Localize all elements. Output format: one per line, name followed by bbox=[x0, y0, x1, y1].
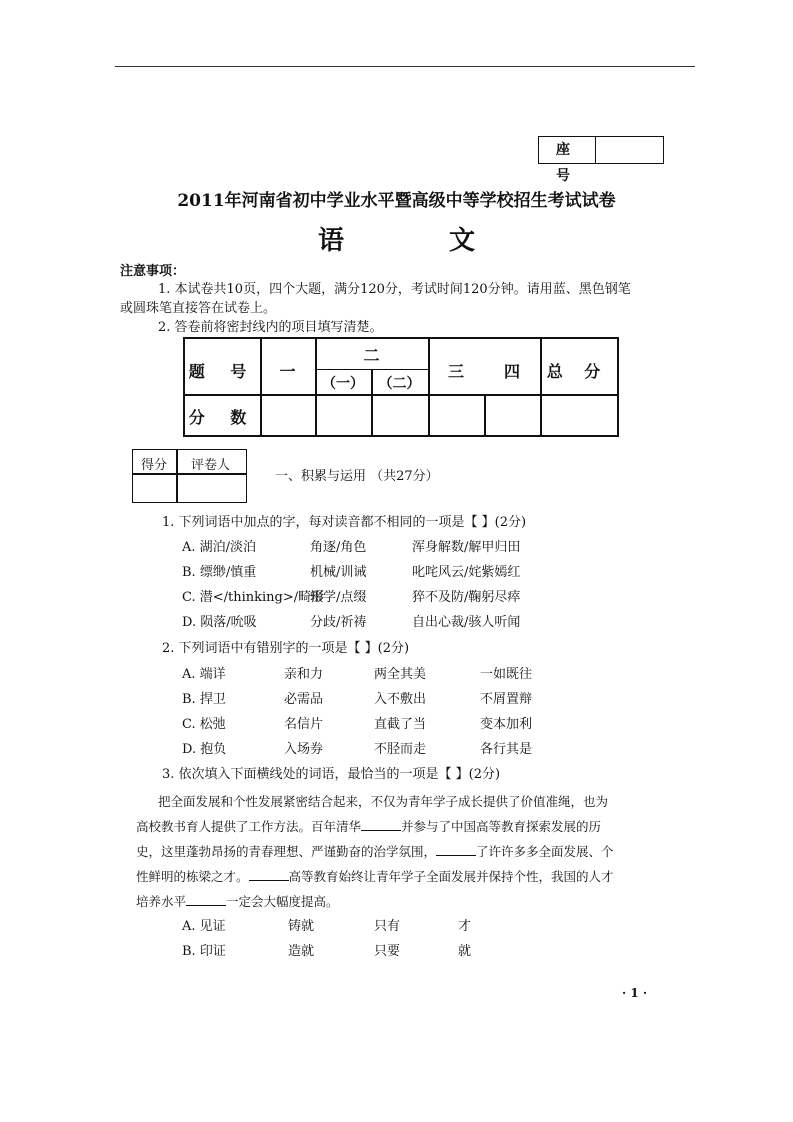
col-2a: （一） bbox=[322, 376, 364, 392]
q2-option-d-2: 入场券 bbox=[284, 742, 324, 757]
header-rule bbox=[115, 66, 695, 67]
q3-passage-1: 把全面发展和个性发展紧密结合起来，不仅为青年学子成长提供了价值准绳，也为 bbox=[158, 794, 609, 809]
q3-passage-2a: 高校教书育人提供了工作方法。百年清华 bbox=[136, 819, 362, 834]
q3-stem: 3. 依次填入下面横线处的词语，最恰当的一项是【 】(2分) bbox=[162, 767, 501, 782]
q1-option-a-3: 浑身解数/解甲归田 bbox=[412, 540, 521, 555]
q3-option-a-3: 只有 bbox=[374, 919, 401, 934]
q2-option-d-1[interactable]: D. 抱负 bbox=[182, 742, 227, 757]
col-2b: （二） bbox=[378, 376, 421, 392]
notes-heading: 注意事项： bbox=[120, 264, 186, 279]
q3-option-a-4: 才 bbox=[458, 919, 472, 934]
grader-reviewer-label: 评卷人 bbox=[191, 458, 231, 473]
col-total: 总 分 bbox=[546, 362, 609, 381]
subject-title: 语 文 bbox=[317, 226, 524, 256]
q3-option-b-2: 造就 bbox=[288, 944, 315, 959]
q3-option-b-4: 就 bbox=[458, 944, 472, 959]
page-number: · 1 · bbox=[622, 986, 648, 1000]
q2-option-d-3: 不胫而走 bbox=[374, 742, 427, 757]
q3-passage-4a: 性鲜明的栋梁之才。 bbox=[136, 869, 249, 884]
q3-blank-4[interactable] bbox=[186, 893, 226, 906]
q2-option-c-1[interactable]: C. 松弛 bbox=[182, 717, 226, 732]
q2-option-c-3: 直截了当 bbox=[374, 717, 427, 732]
q2-stem: 2. 下列词语中有错别字的一项是【 】(2分) bbox=[162, 641, 410, 656]
row-label-question: 题 号 bbox=[188, 362, 257, 381]
q2-option-a-3: 两全其美 bbox=[374, 667, 427, 682]
q3-blank-2[interactable] bbox=[436, 843, 476, 856]
q2-option-a-2: 亲和力 bbox=[284, 667, 324, 682]
q3-passage-5b: 一定会大幅度提高。 bbox=[226, 894, 339, 909]
notes-line-1: 1. 本试卷共10页，四个大题，满分120分，考试时间120分钟。请用蓝、黑色钢笔 bbox=[158, 282, 631, 297]
grader-box bbox=[132, 449, 247, 503]
q2-option-b-1[interactable]: B. 捍卫 bbox=[182, 692, 226, 707]
q1-option-d-2: 分歧/祈祷 bbox=[310, 615, 367, 630]
notes-line-2: 2. 答卷前将密封线内的项目填写清楚。 bbox=[158, 320, 383, 335]
seat-number-box bbox=[538, 136, 664, 184]
q2-option-c-2: 名信片 bbox=[284, 717, 324, 732]
notes-line-1b: 或圆珠笔直接答在试卷上。 bbox=[120, 301, 277, 316]
q1-option-b-2: 机械/训诫 bbox=[310, 565, 367, 580]
q3-option-b-1[interactable]: B. 印证 bbox=[182, 944, 226, 959]
q1-option-c-1[interactable]: C. 潜</thinking>/畸形 bbox=[182, 590, 325, 605]
row-label-score: 分 数 bbox=[188, 408, 257, 427]
score-table bbox=[183, 337, 619, 437]
q3-passage-5a: 培养水平 bbox=[136, 894, 187, 909]
q3-blank-1[interactable] bbox=[361, 818, 401, 831]
col-2: 二 bbox=[363, 346, 380, 365]
q3-passage-4 bbox=[136, 868, 614, 886]
q3-option-b-3: 只要 bbox=[374, 944, 401, 959]
q2-option-d-4: 各行其是 bbox=[480, 742, 533, 757]
q2-option-b-3: 入不敷出 bbox=[374, 692, 427, 707]
q3-passage-3 bbox=[136, 843, 614, 861]
q1-option-c-2: 辍学/点缀 bbox=[310, 590, 367, 605]
col-4: 四 bbox=[503, 362, 520, 381]
q2-option-a-4: 一如既往 bbox=[480, 667, 533, 682]
q3-blank-3[interactable] bbox=[249, 868, 289, 881]
q3-option-a-2: 铸就 bbox=[288, 919, 315, 934]
q1-stem: 1. 下列词语中加点的字，每对读音都不相同的一项是【 】(2分) bbox=[162, 515, 527, 530]
q3-passage-4b: 高等教育始终让青年学子全面发展并保持个性，我国的人才 bbox=[288, 869, 614, 884]
q2-option-c-4: 变本加利 bbox=[480, 717, 533, 732]
q1-option-a-2: 角逐/角色 bbox=[310, 540, 367, 555]
q3-passage-5 bbox=[136, 893, 339, 911]
q1-option-d-1[interactable]: D. 陨落/吮吸 bbox=[182, 615, 257, 630]
q1-option-b-1[interactable]: B. 缥缈/慎重 bbox=[182, 565, 257, 580]
q2-option-a-1[interactable]: A. 端详 bbox=[182, 667, 226, 682]
q1-option-b-3: 叱咤风云/姹紫嫣红 bbox=[412, 565, 521, 580]
q3-passage-2b: 并参与了中国高等教育探索发展的历 bbox=[401, 819, 602, 834]
q1-option-a-1[interactable]: A. 湖泊/淡泊 bbox=[182, 540, 257, 555]
section-1-title: 一、积累与运用 （共27分） bbox=[275, 469, 439, 484]
seat-number-field[interactable] bbox=[596, 137, 663, 163]
q3-passage-2 bbox=[136, 818, 601, 836]
col-3: 三 bbox=[447, 362, 464, 381]
q2-option-b-4: 不屑置辩 bbox=[480, 692, 533, 707]
exam-title: 2011年河南省初中学业水平暨高级中等学校招生考试试卷 bbox=[177, 191, 616, 211]
col-1: 一 bbox=[279, 362, 296, 381]
seat-number-label: 座 号 bbox=[539, 137, 596, 163]
q1-option-c-3: 猝不及防/鞠躬尽瘁 bbox=[412, 590, 521, 605]
q3-option-a-1[interactable]: A. 见证 bbox=[182, 919, 226, 934]
q2-option-b-2: 必需品 bbox=[284, 692, 324, 707]
q1-option-d-3: 自出心裁/骇人听闻 bbox=[412, 615, 521, 630]
q3-passage-3b: 了许许多多全面发展、个 bbox=[476, 844, 614, 859]
q3-passage-3a: 史，这里蓬勃昂扬的青春理想、严谨勤奋的治学氛围， bbox=[136, 844, 437, 859]
grader-score-label: 得分 bbox=[141, 458, 168, 473]
